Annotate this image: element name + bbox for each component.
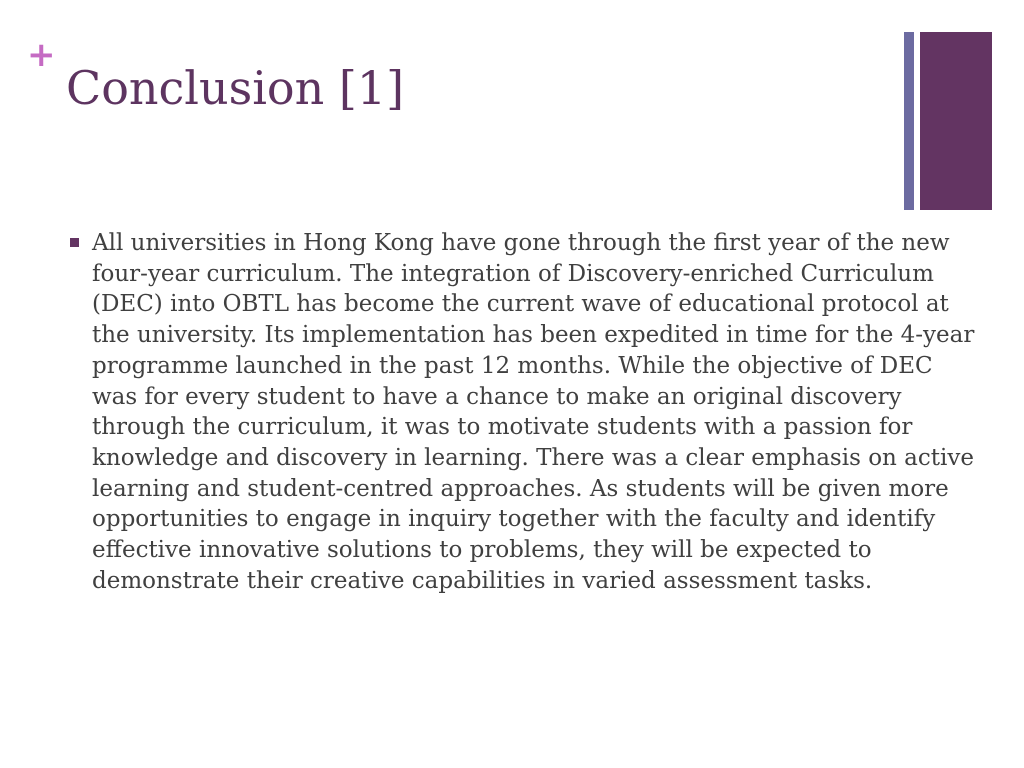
square-bullet-icon (70, 238, 79, 247)
slide-title: Conclusion [1] (66, 61, 405, 115)
bullet-item (70, 228, 982, 596)
plus-icon: + (27, 35, 56, 75)
bullet-list (70, 228, 982, 596)
accent-bar-thin (904, 32, 914, 210)
bullet-text: All universities in Hong Kong have gone through the first year of the new four-year curriculum. The integration of Discovery-enriched Curriculum (DEC) into OBTL has become the current wave of educational protocol at the university. Its implementation has been expedited in time for the 4-year programme launched in the past 12 months. While the objective of DEC was for every student to have a chance to make an original discovery through the curriculum, it was to motivate students with a passion for knowledge and discovery in learning. There was a clear emphasis on active learning and student-centred approaches. As students will be given more opportunities to engage in inquiry together with the faculty and identify effective innovative solutions to problems, they will be expected to demonstrate their creative capabilities in varied assessment tasks. (92, 230, 975, 594)
accent-bar-thick (920, 32, 992, 210)
